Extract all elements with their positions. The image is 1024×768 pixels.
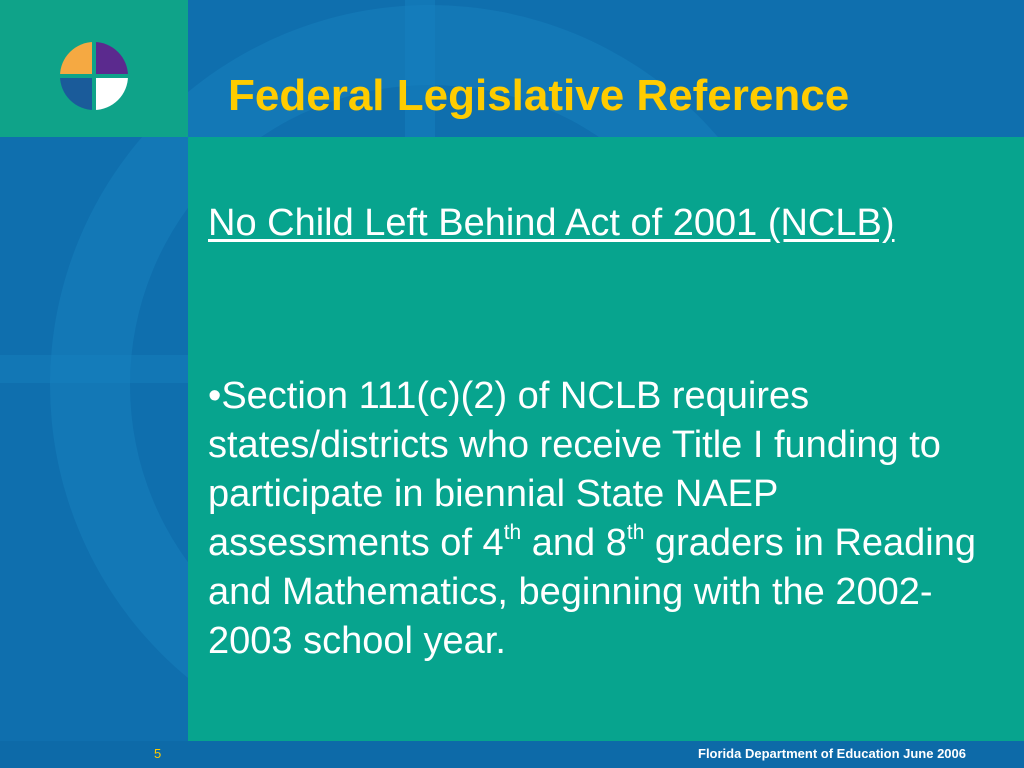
footer-bar xyxy=(0,741,1024,768)
quartered-circle-logo-icon xyxy=(60,42,128,110)
bullet-marker: • xyxy=(208,375,222,417)
bullet-text-part1: Section 111(c)(2) of NCLB requires states/districts who receive Title I funding to participate in biennial State NAEP assessments of 4 xyxy=(208,375,941,564)
bullet-item xyxy=(208,372,988,666)
content-panel xyxy=(188,137,1024,741)
superscript-th-1: th xyxy=(503,521,522,544)
act-heading-text: No Child Left Behind Act of 2001 (NCLB) xyxy=(208,202,895,244)
superscript-th-2: th xyxy=(626,521,645,544)
footer-text: Florida Department of Education June 2006 xyxy=(698,746,966,761)
logo-panel xyxy=(0,0,188,137)
page-number: 5 xyxy=(154,746,162,761)
act-heading xyxy=(208,199,988,248)
bullet-text-part2: and 8 xyxy=(521,522,627,564)
bullet-text-part3: graders in Reading and Mathematics, beginning with the 2002-2003 school year. xyxy=(208,522,977,662)
slide-title: Federal Legislative Reference xyxy=(228,71,850,120)
